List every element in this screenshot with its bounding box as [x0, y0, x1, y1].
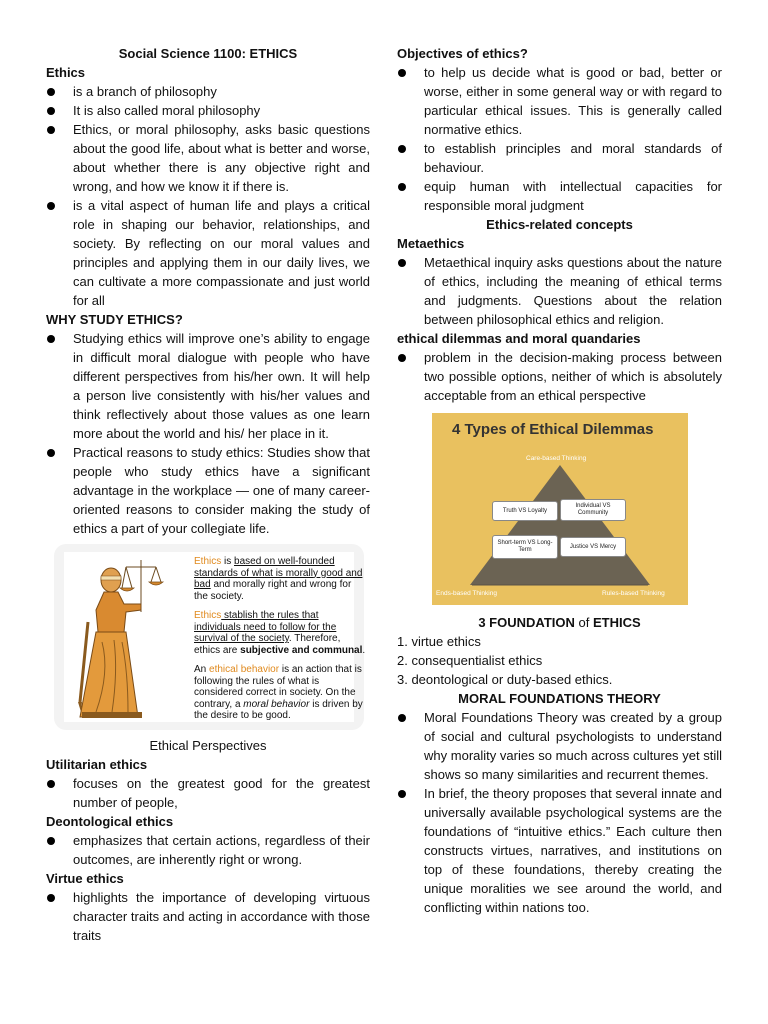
virtue-list [46, 888, 370, 945]
objectives-list [397, 63, 722, 215]
truth-vs-loyalty-card: Truth VS Loyalty [492, 501, 558, 521]
bullet-icon [47, 837, 55, 845]
list-item: 1. virtue ethics [397, 634, 481, 649]
bullet-icon [398, 145, 406, 153]
ethical-dilemmas-figure [432, 413, 688, 605]
page-title: Social Science 1100: ETHICS [118, 46, 298, 61]
ethics-info-box [54, 544, 364, 730]
info-paragraph-1: Ethics is based on well-founded standards of what is morally good and bad and morally right and wrong for the society. [194, 556, 363, 602]
left-column [46, 44, 370, 945]
metaethics-list [397, 253, 722, 329]
short-vs-long-term-card: Short-term VS Long-Term [492, 535, 558, 559]
bullet-icon [398, 183, 406, 191]
ethical-perspectives-heading: Ethical Perspectives [149, 738, 267, 753]
bullet-icon [47, 780, 55, 788]
care-based-label: Care-based Thinking [526, 455, 587, 462]
bullet-icon [398, 69, 406, 77]
virtue-heading: Virtue ethics [46, 871, 124, 886]
bullet-icon [47, 894, 55, 902]
foundations-list [397, 632, 722, 689]
right-column [397, 44, 722, 917]
bullet-icon [47, 126, 55, 134]
deontological-heading: Deontological ethics [46, 814, 174, 829]
why-study-list [46, 329, 370, 538]
list-item: equip human with intellectual capacities for responsible moral judgment [397, 177, 722, 215]
list-item: Studying ethics will improve one’s ability to engage in difficult moral dialogue with people who have different perspectives from his/her own. It will help a person live consistently with his/her values and think reflectively about those values as one learn more about the world and his/ her place in it. [46, 329, 370, 443]
utilitarian-list [46, 774, 370, 812]
list-item: emphasizes that certain actions, regardless of their outcomes, are inherently right or wrong. [46, 831, 370, 869]
bullet-icon [398, 714, 406, 722]
list-item: 3. deontological or duty-based ethics. [397, 672, 613, 687]
ends-based-label: Ends-based Thinking [436, 590, 497, 597]
list-item: problem in the decision-making process between two possible options, neither of which is absolutely acceptable from an ethical perspective [397, 348, 722, 405]
individual-vs-community-card: Individual VS Community [560, 499, 626, 521]
info-box-text [194, 556, 366, 730]
bullet-icon [398, 790, 406, 798]
ethics-heading: Ethics [46, 65, 86, 80]
dilemmas-list [397, 348, 722, 405]
list-item: is a vital aspect of human life and plays a critical role in shaping our behavior, relationships, and society. By reflecting on our moral values and principles and applying them in our daily lives, we can cultivate a more compassionate and just world for all [46, 196, 370, 310]
list-item: It is also called moral philosophy [46, 101, 370, 120]
deontological-list [46, 831, 370, 869]
bullet-icon [47, 335, 55, 343]
ethics-concepts-heading: Ethics-related concepts [486, 217, 633, 232]
justice-vs-mercy-card: Justice VS Mercy [560, 537, 626, 557]
list-item: Moral Foundations Theory was created by a group of social and cultural psychologists to understand why morality varies so much across cultures yet still shows so many similarities and recurrent themes. [397, 708, 722, 784]
why-study-heading: WHY STUDY ETHICS? [46, 312, 183, 327]
list-item: is a branch of philosophy [46, 82, 370, 101]
mft-list [397, 708, 722, 917]
bullet-icon [47, 202, 55, 210]
foundations-heading: 3 FOUNDATION of ETHICS [478, 615, 641, 630]
ethics-list [46, 82, 370, 310]
list-item: to establish principles and moral standards of behaviour. [397, 139, 722, 177]
lady-justice-icon [66, 552, 191, 722]
list-item: highlights the importance of developing virtuous character traits and acting in accordance with those traits [46, 888, 370, 945]
list-item: focuses on the greatest good for the greatest number of people, [46, 774, 370, 812]
utilitarian-heading: Utilitarian ethics [46, 757, 148, 772]
bullet-icon [47, 88, 55, 96]
objectives-heading: Objectives of ethics? [397, 46, 528, 61]
dilemmas-heading: ethical dilemmas and moral quandaries [397, 331, 641, 346]
list-item: Ethics, or moral philosophy, asks basic questions about the good life, about what is better and worse, about whether there is any objective right and wrong, and how we know it if there is. [46, 120, 370, 196]
pyramid-shape [470, 465, 650, 585]
mft-heading: MORAL FOUNDATIONS THEORY [458, 691, 661, 706]
list-item: to help us decide what is good or bad, better or worse, either in some general way or with regard to particular ethical issues. This is generally called normative ethics. [397, 63, 722, 139]
list-item: 2. consequentialist ethics [397, 653, 543, 668]
info-paragraph-3: An ethical behavior is an action that is following the rules of what is considered correct in society. On the contrary, a moral behavior is driven by the desire to be good. [194, 664, 363, 721]
info-box-inner [64, 552, 366, 722]
list-item: In brief, the theory proposes that several innate and universally available psychological systems are the foundations of “intuitive ethics.” Each culture then constructs virtues, narratives, and institutions on top of these foundations, thereby creating the unique moralities we see around the world, and conflicting within nations too. [397, 784, 722, 917]
metaethics-heading: Metaethics [397, 236, 465, 251]
bullet-icon [47, 449, 55, 457]
bullet-icon [47, 107, 55, 115]
info-paragraph-2: Ethics stablish the rules that individuals need to follow for the survival of the society. Therefore, ethics are subjective and communal. [194, 610, 366, 656]
list-item: Metaethical inquiry asks questions about the nature of ethics, including the meaning of ethical terms and judgments. Questions about the relation between philosophical ethics and religion. [397, 253, 722, 329]
rules-based-label: Rules-based Thinking [602, 590, 665, 597]
list-item: Practical reasons to study ethics: Studies show that people who study ethics have a significant advantage in the workplace — one of many career-oriented reasons to consider making the study of ethics a part of your collegiate life. [46, 443, 370, 538]
bullet-icon [398, 354, 406, 362]
bullet-icon [398, 259, 406, 267]
figure-title: 4 Types of Ethical Dilemmas [452, 421, 654, 438]
